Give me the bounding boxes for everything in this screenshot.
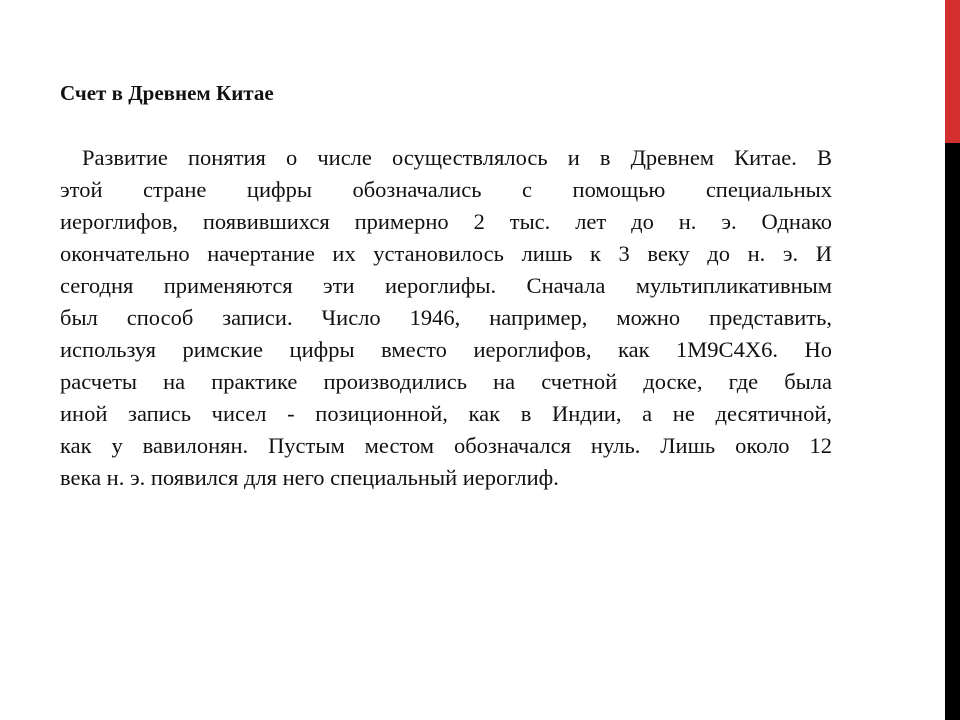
accent-bar-black (945, 143, 960, 720)
text-line: был способ записи. Число 1946, например, можно представить, (60, 305, 832, 330)
text-line: иероглифов, появившихся примерно 2 тыс. лет до н. э. Однако (60, 209, 832, 234)
text-line: века н. э. появился для него специальный иероглиф. (60, 465, 559, 490)
accent-bar-red (945, 0, 960, 143)
text-line: расчеты на практике производились на счетной доске, где была (60, 369, 832, 394)
text-line: окончательно начертание их установилось лишь к 3 веку до н. э. И (60, 241, 832, 266)
slide-title: Счет в Древнем Китае (60, 81, 274, 105)
text-line: Развитие понятия о числе осуществлялось и в Древнем Китае. В (82, 145, 832, 170)
slide-body-text (60, 142, 832, 494)
text-line: как у вавилонян. Пустым местом обозначался нуль. Лишь около 12 (60, 433, 832, 458)
text-line: иной запись чисел - позиционной, как в Индии, а не десятичной, (60, 401, 832, 426)
text-line: этой стране цифры обозначались с помощью специальных (60, 177, 832, 202)
text-line: сегодня применяются эти иероглифы. Сначала мультипликативным (60, 273, 832, 298)
text-line: используя римские цифры вместо иероглифов, как 1M9C4X6. Но (60, 337, 832, 362)
